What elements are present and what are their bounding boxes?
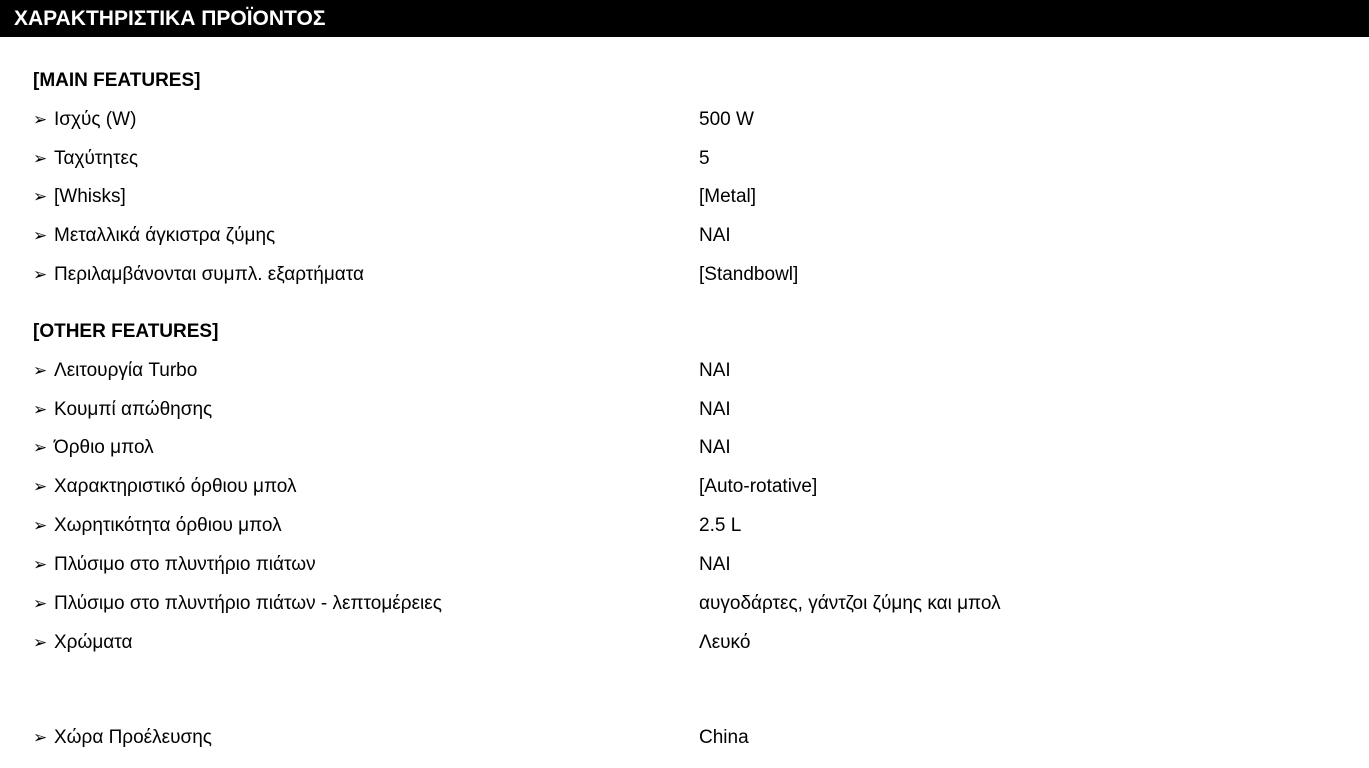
arrow-bullet-icon: ➢ xyxy=(33,110,48,129)
spec-row xyxy=(33,146,1333,172)
other-features-heading: [OTHER FEATURES] xyxy=(33,321,219,342)
spec-label: Ταχύτητες xyxy=(54,148,139,169)
spec-value: [Standbowl] xyxy=(699,264,799,285)
spec-value: ΝΑΙ xyxy=(699,437,731,458)
spec-row xyxy=(33,262,1333,288)
spec-label: [Whisks] xyxy=(54,186,126,207)
spec-label: Όρθιο μπολ xyxy=(54,437,154,458)
arrow-bullet-icon: ➢ xyxy=(33,149,48,168)
spec-label: Πλύσιμο στο πλυντήριο πιάτων xyxy=(54,554,316,575)
spec-row xyxy=(33,435,1333,461)
arrow-bullet-icon: ➢ xyxy=(33,477,48,496)
arrow-bullet-icon: ➢ xyxy=(33,187,48,206)
arrow-bullet-icon: ➢ xyxy=(33,400,48,419)
spec-label: Χωρητικότητα όρθιου μπολ xyxy=(54,515,282,536)
spec-row xyxy=(33,474,1333,500)
spec-value: 2.5 L xyxy=(699,515,742,536)
page-title: ΧΑΡΑΚΤΗΡΙΣΤΙΚΑ ΠΡΟΪΟΝΤΟΣ xyxy=(14,7,326,30)
spec-row xyxy=(33,107,1333,133)
arrow-bullet-icon: ➢ xyxy=(33,361,48,380)
spec-label: Χρώματα xyxy=(54,632,133,653)
spec-label: Ισχύς (W) xyxy=(54,109,137,130)
spec-value: ΝΑΙ xyxy=(699,360,731,381)
spec-value: [Metal] xyxy=(699,186,757,207)
spec-row xyxy=(33,630,1333,656)
arrow-bullet-icon: ➢ xyxy=(33,516,48,535)
arrow-bullet-icon: ➢ xyxy=(33,594,48,613)
spec-value: αυγοδάρτες, γάντζοι ζύμης και μπολ xyxy=(699,593,1001,614)
spec-label: Μεταλλικά άγκιστρα ζύμης xyxy=(54,225,276,246)
arrow-bullet-icon: ➢ xyxy=(33,728,48,747)
arrow-bullet-icon: ➢ xyxy=(33,633,48,652)
main-features-heading: [MAIN FEATURES] xyxy=(33,70,201,91)
origin-row xyxy=(33,725,1333,751)
spec-value: ΝΑΙ xyxy=(699,399,731,420)
spec-label: Λειτουργία Turbo xyxy=(54,360,198,381)
spec-row xyxy=(33,513,1333,539)
spec-value: ΝΑΙ xyxy=(699,554,731,575)
spec-row xyxy=(33,223,1333,249)
spec-row xyxy=(33,358,1333,384)
spec-label: Χαρακτηριστικό όρθιου μπολ xyxy=(54,476,297,497)
spec-value: 5 xyxy=(699,148,710,169)
spec-row xyxy=(33,591,1333,617)
page-title-bar xyxy=(0,0,1369,37)
spec-row xyxy=(33,397,1333,423)
spec-value: ΝΑΙ xyxy=(699,225,731,246)
spec-value: 500 W xyxy=(699,109,754,130)
spec-row xyxy=(33,184,1333,210)
origin-label: Χώρα Προέλευσης xyxy=(54,727,212,748)
arrow-bullet-icon: ➢ xyxy=(33,265,48,284)
arrow-bullet-icon: ➢ xyxy=(33,438,48,457)
spec-label: Πλύσιμο στο πλυντήριο πιάτων - λεπτομέρειες xyxy=(54,593,442,614)
spec-row xyxy=(33,552,1333,578)
arrow-bullet-icon: ➢ xyxy=(33,555,48,574)
spec-value: Λευκό xyxy=(699,632,751,653)
arrow-bullet-icon: ➢ xyxy=(33,226,48,245)
spec-label: Κουμπί απώθησης xyxy=(54,399,213,420)
spec-value: [Auto-rotative] xyxy=(699,476,818,497)
origin-value: China xyxy=(699,727,749,748)
spec-label: Περιλαμβάνονται συμπλ. εξαρτήματα xyxy=(54,264,365,285)
